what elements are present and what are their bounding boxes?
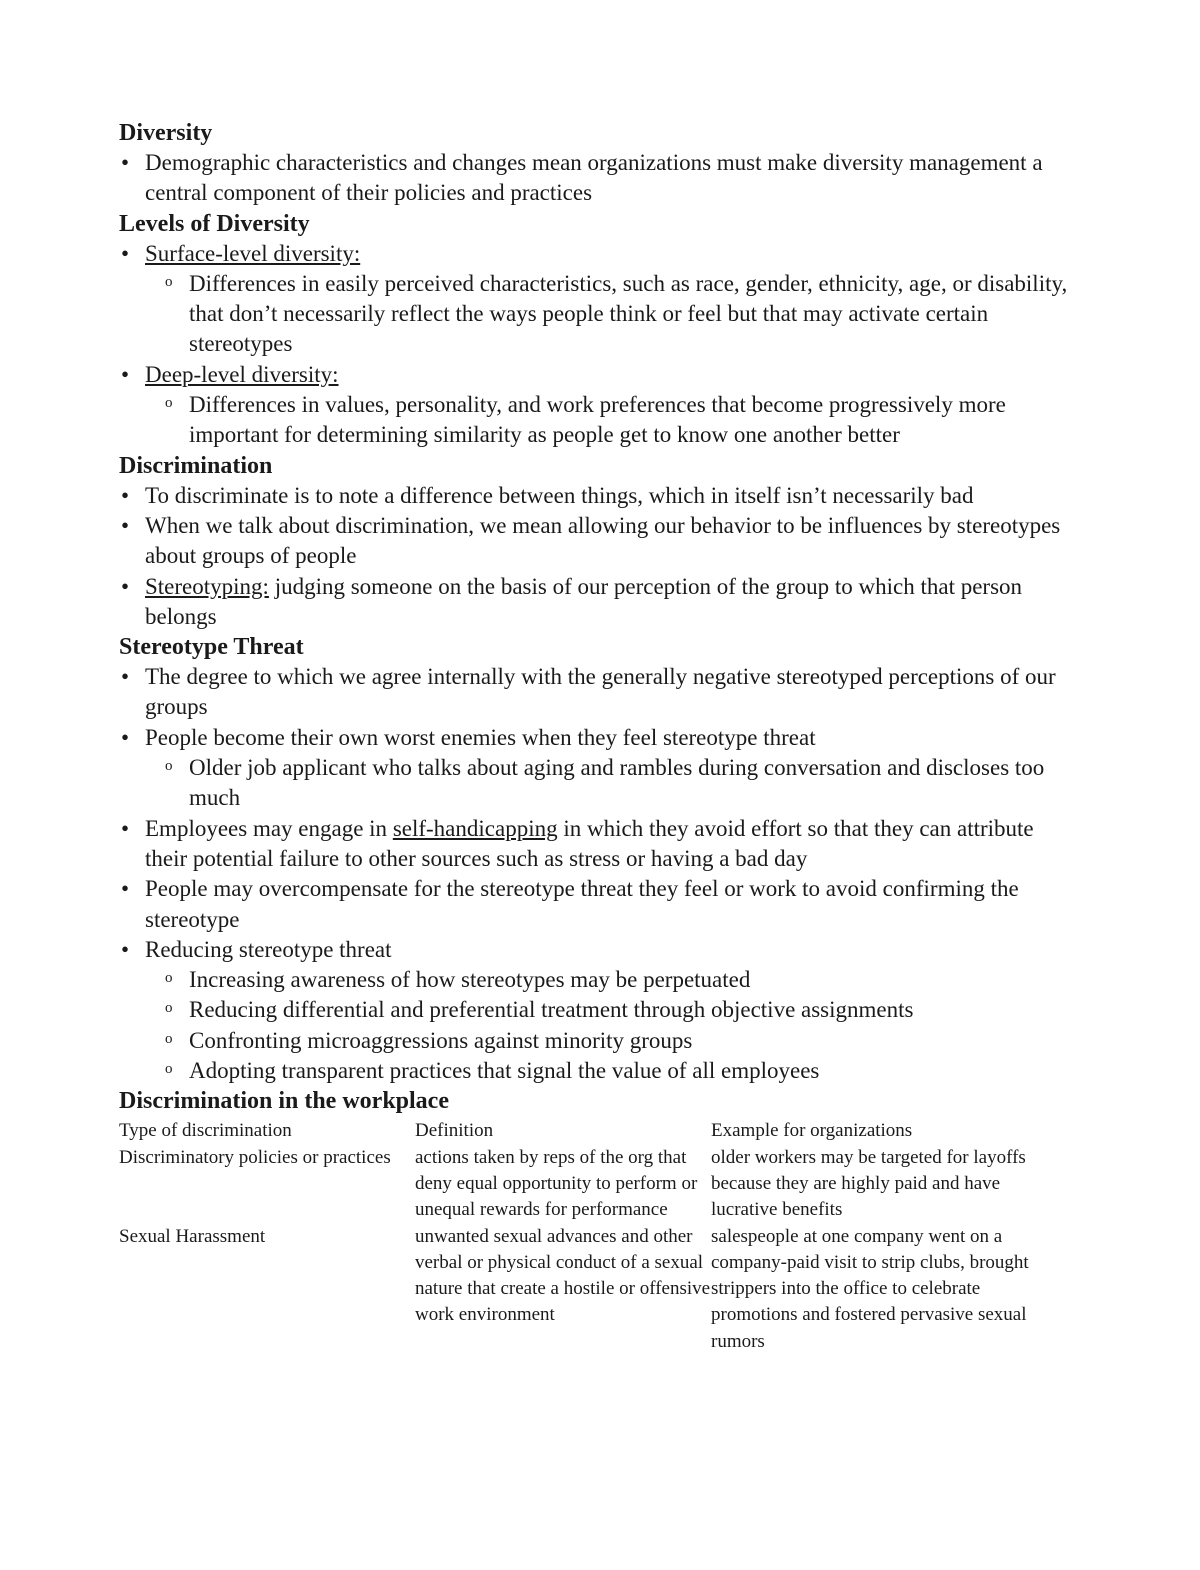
sub-list (145, 965, 1079, 1086)
list-item (119, 360, 1079, 451)
deep-level-term: Deep-level diversity: (145, 361, 339, 387)
table-row (119, 1145, 1071, 1224)
diversity-list (119, 148, 1079, 209)
list-item-text: People become their own worst enemies when they feel stereotype threat (145, 724, 816, 750)
sub-list-item: o Differences in easily perceived characteristics, such as race, gender, ethnicity, age, or disability, that don’t necessarily reflect the ways people think or feel but that may activate certain stereotypes (145, 269, 1079, 360)
table-row (119, 1224, 1071, 1355)
heading-stereotype-threat: Stereotype Threat (119, 634, 304, 661)
heading-discrimination-in-the-workplace: Discrimination in the workplace (119, 1088, 449, 1115)
sub-list-item: o Increasing awareness of how stereotypes may be perpetuated (145, 965, 1079, 995)
heading-levels-of-diversity: Levels of Diversity (119, 210, 310, 237)
sub-list (145, 390, 1079, 451)
sub-list-item: o Confronting microaggressions against minority groups (145, 1026, 1079, 1056)
list-item-text: in which they avoid effort so that they can attribute their potential failure to other sources such as stress or having a bad day (145, 815, 1034, 871)
list-item (119, 723, 1079, 814)
list-item (119, 572, 1079, 633)
stereotyping-term: Stereotyping: (145, 573, 269, 599)
list-item: • When we talk about discrimination, we mean allowing our behavior to be influences by stereotypes about groups of people (119, 511, 1079, 572)
table-cell: older workers may be targeted for layoffs because they are highly paid and have lucrative benefits (711, 1146, 1026, 1221)
list-item: • The degree to which we agree internally with the generally negative stereotyped perceptions of our groups (119, 662, 1079, 723)
stereotyping-definition: judging someone on the basis of our perception of the group to which that person belongs (145, 573, 1023, 629)
document-page (119, 118, 1079, 1355)
table-header-cell: Example for organizations (711, 1120, 913, 1142)
discrimination-list (119, 481, 1079, 632)
table-header-row (119, 1118, 1071, 1144)
list-item-text: Employees may engage in (145, 815, 393, 841)
table-cell: unwanted sexual advances and other verbal or physical conduct of a sexual nature that create a hostile or offensive work environment (415, 1225, 711, 1326)
list-item (119, 935, 1079, 1086)
table-cell: actions taken by reps of the org that deny equal opportunity to perform or unequal rewards for performance (415, 1146, 698, 1221)
sub-list-item: o Reducing differential and preferential treatment through objective assignments (145, 995, 1079, 1025)
list-item (119, 239, 1079, 360)
table-header-cell: Type of discrimination (119, 1120, 292, 1142)
heading-discrimination: Discrimination (119, 452, 273, 479)
discrimination-table (119, 1118, 1071, 1355)
sub-list-item: o Adopting transparent practices that signal the value of all employees (145, 1056, 1079, 1086)
table-cell: Discriminatory policies or practices (119, 1146, 391, 1168)
list-item: • People may overcompensate for the stereotype threat they feel or work to avoid confirming the stereotype (119, 874, 1079, 935)
threat-list (119, 662, 1079, 1086)
self-handicapping-term: self-handicapping (392, 815, 558, 841)
list-item (119, 814, 1079, 875)
sub-list (145, 753, 1079, 814)
surface-level-term: Surface-level diversity: (145, 240, 361, 266)
table-header-cell: Definition (415, 1120, 494, 1142)
table-cell: salespeople at one company went on a company-paid visit to strip clubs, brought strippers into the office to celebrate promotions and fostered pervasive sexual rumors (711, 1225, 1029, 1352)
list-item-text: Reducing stereotype threat (145, 936, 392, 962)
levels-list (119, 239, 1079, 451)
sub-list-item: o Differences in values, personality, and work preferences that become progressively more important for determining similarity as people get to know one another better (145, 390, 1079, 451)
list-item: • To discriminate is to note a difference between things, which in itself isn’t necessarily bad (119, 481, 1079, 511)
table-cell: Sexual Harassment (119, 1225, 266, 1247)
sub-list-item: o Older job applicant who talks about aging and rambles during conversation and discloses too much (145, 753, 1079, 814)
heading-diversity: Diversity (119, 120, 213, 146)
sub-list (145, 269, 1079, 360)
list-item: • Demographic characteristics and changes mean organizations must make diversity management a central component of their policies and practices (119, 148, 1079, 209)
